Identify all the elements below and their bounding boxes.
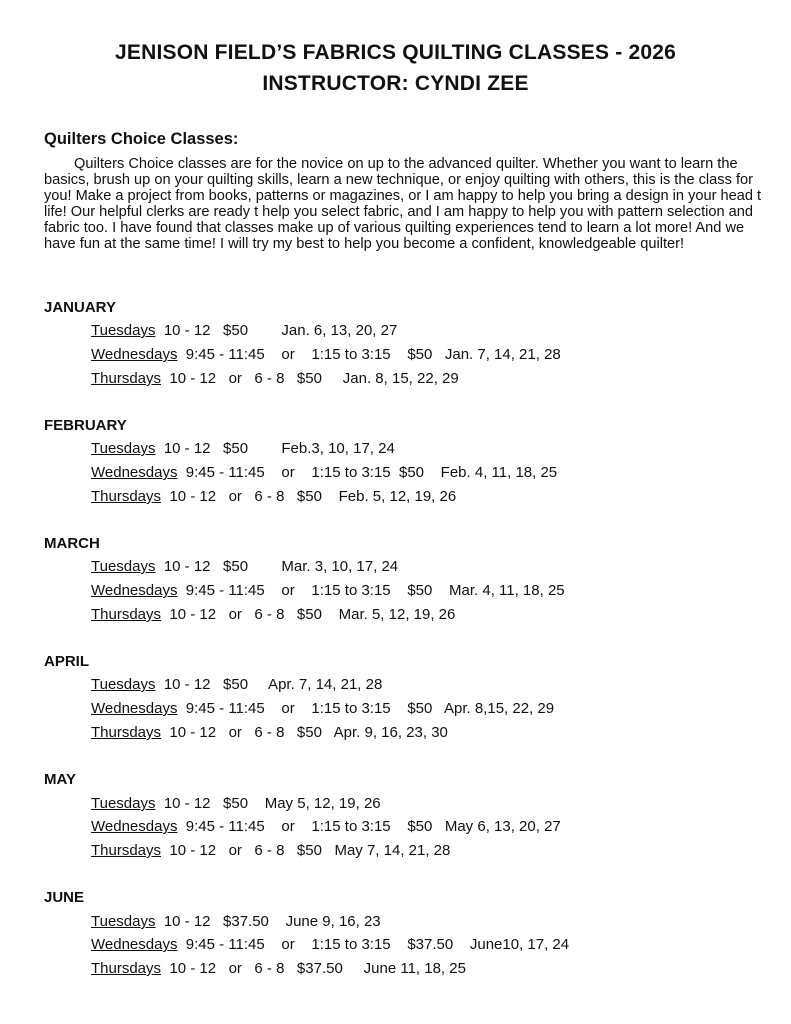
class-day: Wednesdays	[91, 346, 178, 363]
class-row	[91, 440, 395, 457]
class-row	[91, 322, 397, 339]
class-day: Thursdays	[91, 370, 162, 387]
class-row	[91, 700, 554, 717]
class-details: 10 - 12 $50 Mar. 3, 10, 17, 24	[155, 558, 399, 575]
class-day: Thursdays	[91, 606, 162, 623]
month-heading-february: FEBRUARY	[44, 417, 127, 434]
class-day: Tuesdays	[91, 440, 156, 457]
class-row	[91, 346, 561, 363]
class-day: Thursdays	[91, 960, 162, 977]
class-day: Thursdays	[91, 724, 162, 741]
class-day: Tuesdays	[91, 676, 156, 693]
class-details: 9:45 - 11:45 or 1:15 to 3:15 $50 Feb. 4, 11, 18, 25	[177, 464, 558, 481]
class-row	[91, 582, 565, 599]
class-details: 9:45 - 11:45 or 1:15 to 3:15 $50 Mar. 4, 11, 18, 25	[177, 582, 565, 599]
month-heading-march: MARCH	[44, 535, 100, 552]
class-row	[91, 488, 456, 505]
class-details: 9:45 - 11:45 or 1:15 to 3:15 $37.50 June10, 17, 24	[177, 936, 570, 953]
class-row	[91, 818, 561, 835]
class-row	[91, 606, 455, 623]
class-day: Tuesdays	[91, 795, 156, 812]
class-day: Wednesdays	[91, 936, 178, 953]
class-details: 10 - 12 or 6 - 8 $50 May 7, 14, 21, 28	[161, 842, 451, 859]
class-details: 10 - 12 or 6 - 8 $50 Apr. 9, 16, 23, 30	[161, 724, 448, 741]
class-row	[91, 370, 459, 387]
class-details: 9:45 - 11:45 or 1:15 to 3:15 $50 May 6, 13, 20, 27	[177, 818, 561, 835]
month-heading-january: JANUARY	[44, 299, 116, 316]
class-details: 10 - 12 or 6 - 8 $50 Feb. 5, 12, 19, 26	[161, 488, 457, 505]
class-details: 10 - 12 $50 Feb.3, 10, 17, 24	[155, 440, 395, 457]
class-day: Wednesdays	[91, 464, 178, 481]
class-day: Thursdays	[91, 488, 162, 505]
class-day: Thursdays	[91, 842, 162, 859]
class-day: Wednesdays	[91, 818, 178, 835]
class-details: 10 - 12 or 6 - 8 $50 Mar. 5, 12, 19, 26	[161, 606, 456, 623]
intro-paragraph: Quilters Choice classes are for the novice on up to the advanced quilter. Whether you want to learn the basics, brush up on your quilting skills, learn a new technique, or enjoy quilting with others, this is the class for you! Make a project from books, patterns or magazines, or I am happy to help you bring a design in your head t life! Our helpful clerks are ready t help you select fabric, and I am happy to help you with pattern selection and fabric too. I have found that classes make up of various quilting experiences tend to learn a lot more! And we have fun at the same time! I will try my best to help you become a confident, knowledgeable quilter!	[44, 156, 762, 252]
class-day: Tuesdays	[91, 322, 156, 339]
month-heading-april: APRIL	[44, 653, 89, 670]
class-row	[91, 464, 557, 481]
month-heading-june: JUNE	[44, 889, 85, 906]
class-details: 9:45 - 11:45 or 1:15 to 3:15 $50 Jan. 7, 14, 21, 28	[177, 346, 561, 363]
class-details: 10 - 12 or 6 - 8 $50 Jan. 8, 15, 22, 29	[161, 370, 459, 387]
class-row	[91, 913, 381, 930]
class-details: 10 - 12 $37.50 June 9, 16, 23	[155, 913, 381, 930]
class-day: Wednesdays	[91, 700, 178, 717]
class-row	[91, 795, 381, 812]
class-details: 10 - 12 $50 Jan. 6, 13, 20, 27	[155, 322, 398, 339]
class-day: Wednesdays	[91, 582, 178, 599]
class-row	[91, 558, 398, 575]
class-day: Tuesdays	[91, 913, 156, 930]
class-row	[91, 724, 448, 741]
class-details: 9:45 - 11:45 or 1:15 to 3:15 $50 Apr. 8,15, 22, 29	[177, 700, 555, 717]
month-heading-may: MAY	[44, 771, 76, 788]
document-title: JENISON FIELD’S FABRICS QUILTING CLASSES - 2026	[115, 41, 676, 64]
class-day: Tuesdays	[91, 558, 156, 575]
class-row	[91, 936, 569, 953]
class-details: 10 - 12 $50 Apr. 7, 14, 21, 28	[155, 676, 383, 693]
section-heading: Quilters Choice Classes:	[44, 130, 239, 148]
instructor-line: INSTRUCTOR: CYNDI ZEE	[262, 72, 529, 95]
class-details: 10 - 12 or 6 - 8 $37.50 June 11, 18, 25	[161, 960, 466, 977]
class-details: 10 - 12 $50 May 5, 12, 19, 26	[155, 795, 381, 812]
class-row	[91, 960, 466, 977]
class-row	[91, 842, 450, 859]
class-row	[91, 676, 382, 693]
